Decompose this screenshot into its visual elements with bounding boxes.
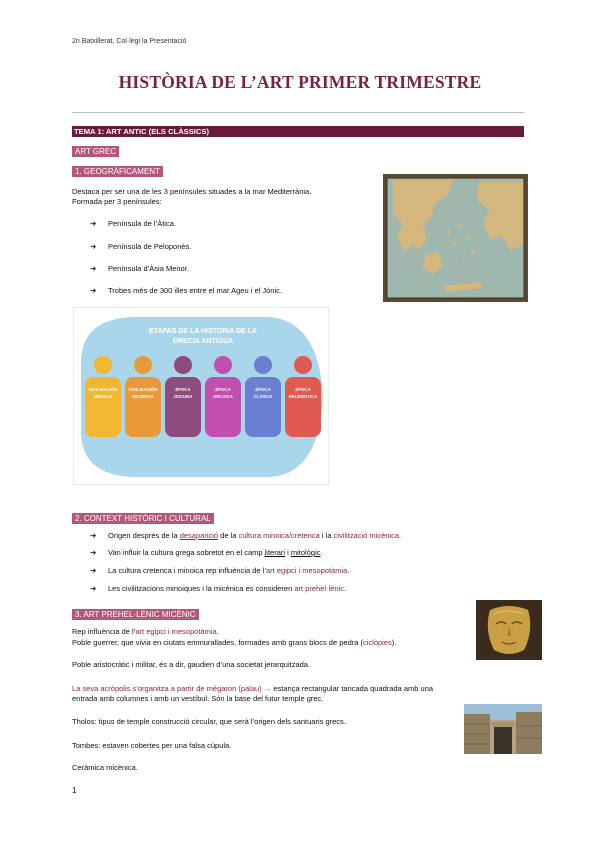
infographic-title-line-1: ETAPAS DE LA HISTORIA DE LA	[149, 328, 257, 335]
art-grec-heading: ART GREC	[72, 146, 119, 157]
stage-label: HELENÍSTICA	[288, 394, 318, 399]
infographic-title-line-2: GRECIA ANTIGUA	[172, 338, 234, 345]
stage-marker	[94, 356, 112, 374]
stage-label: CIVILIZACIÓN	[128, 387, 158, 392]
stage-label: MINOICA	[93, 394, 113, 399]
gold-mask-image	[476, 600, 542, 660]
list-item: ➔ Península de l’Àtica.	[90, 219, 176, 228]
stage-marker	[214, 356, 232, 374]
greece-stages-infographic	[73, 307, 329, 485]
title-divider	[72, 112, 524, 113]
arrow-bullet-icon: ➔	[90, 584, 97, 593]
arrow-bullet-icon: ➔	[90, 548, 97, 557]
mycenae-gate-image	[464, 704, 542, 754]
page-title: HISTÒRIA DE L’ART PRIMER TRIMESTRE	[118, 72, 482, 92]
list-item: ➔ Península d’Àsia Menor.	[90, 264, 189, 273]
list-item: ➔ Van influir la cultura grega sobretot en el camp literari i mitològic.	[90, 548, 323, 557]
tema-heading: TEMA 1: ART ANTIC (ELS CLÀSSICS)	[72, 126, 524, 137]
list-item: ➔ Les civilitzacions minoiques i la micènica es consideren art prehel·lènic.	[90, 584, 347, 593]
stage-marker	[254, 356, 272, 374]
arrow-bullet-icon: ➔	[90, 219, 97, 228]
section-1-intro	[72, 187, 382, 207]
arrow-bullet-icon: ➔	[90, 286, 97, 295]
stage-card	[165, 377, 201, 437]
stage-label: OSCURA	[173, 394, 193, 399]
stage-label: ÉPOCA	[295, 387, 311, 392]
section-2-heading: 2. CONTEXT HISTÒRIC I CULTURAL	[72, 513, 214, 524]
greece-map-image	[383, 174, 528, 302]
paragraph-tombs: Tombes: estaven cobertes per una falsa cúpula.	[72, 741, 232, 750]
paragraph-influence: Rep influència de l’art egipci i mesopotàmia.	[72, 627, 219, 636]
list-item: ➔ La cultura cretenca i minoica rep influència de l’art egipci i mesopotàmia.	[90, 566, 350, 575]
stage-label: ÉPOCA	[255, 387, 271, 392]
stage-card	[85, 377, 121, 437]
stage-label: ARCAICA	[213, 394, 233, 399]
stage-card	[285, 377, 321, 437]
section-3-heading: 3. ART PREHEL·LÈNIC MICÈNIC	[72, 609, 199, 620]
stage-marker	[134, 356, 152, 374]
stage-label: MICÉNICA	[132, 394, 154, 399]
arrow-bullet-icon: ➔	[90, 242, 97, 251]
paragraph-megaron: La seva acròpolis s’organitza a partir de mègaron (palau) → estança rectangular tancada quadrada amb una entrada amb columnes i amb un vestíbul. Són la base del futur temple grec.	[72, 684, 434, 703]
paragraph-ceramics: Ceràmica micènica.	[72, 763, 138, 772]
page-number: 1	[72, 786, 77, 795]
stage-label: ÉPOCA	[175, 387, 191, 392]
intro-line-1: Destaca per ser una de les 3 penínsules situades a la mar Mediterrània.	[72, 187, 312, 196]
arrow-bullet-icon: ➔	[90, 566, 97, 575]
paragraph-aristocratic: Poble aristocràtic i militar, és a dir, gaudien d’una societat jerarquitzada.	[72, 660, 311, 669]
section-1-heading: 1. GEOGRÀFICAMENT	[72, 166, 163, 177]
stage-card	[125, 377, 161, 437]
list-item: ➔ Trobes més de 300 illes entre el mar Ageu i el Jònic.	[90, 286, 282, 295]
page-header: 2n Batxillerat, Col·legi la Presentació	[72, 38, 187, 45]
stage-card	[245, 377, 281, 437]
stage-label: CIVILIZACIÓN	[88, 387, 118, 392]
arrow-bullet-icon: ➔	[90, 264, 97, 273]
intro-line-2: Formada per 3 penínsules:	[72, 197, 162, 206]
paragraph-tholos: Tholos: tipus de temple construcció circular, que serà l’origen dels santuaris grecs.	[72, 717, 346, 726]
stage-marker	[294, 356, 312, 374]
arrow-bullet-icon: ➔	[90, 531, 97, 540]
paragraph-warriors: Poble guerrer, que vivia en ciutats emmurallades, formades amb grans blocs de pedra (ciclòpies).	[72, 638, 397, 647]
stage-card	[205, 377, 241, 437]
list-item: ➔ Península de Peloponès.	[90, 242, 192, 251]
stage-marker	[174, 356, 192, 374]
list-item: ➔ Origen després de la desaparició de la cultura minoica/cretenca i la civilització micènica.	[90, 531, 402, 540]
stage-label: CLÁSICA	[253, 394, 273, 399]
stage-label: ÉPOCA	[215, 387, 231, 392]
